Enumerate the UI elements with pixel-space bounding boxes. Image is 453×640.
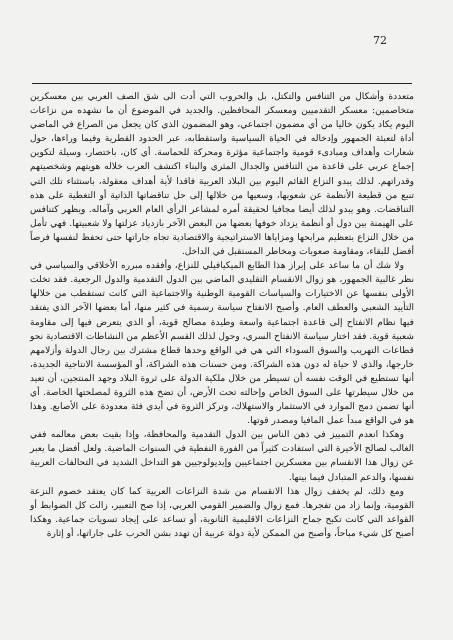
paragraph-4: ومع ذلك، لم يخفف زوال هذا الانقسام من شدة النزاعات العربية كما كان يعتقد خصوم النزعة القومية، وإنما زاد من تفجرها. فمع زوال والضمير القومي العربي، إذا صح التعبير، زالت كل الضوابط أو القواعد التي كانت تكبح جماح النزاعات الاقليمية الثانوية، أو تساعد على إيجاد تسويات جماعية. وهكذا أصبح كل شيء مباحاً، وأصبح من الممكن لأية دولة عربية أن تهدد بشن الحرب على جاراتها، أو إثارة <box>30 486 414 539</box>
paragraph-1: متعددة وأشكال من التنافس والتكتل، بل والحروب التي أدت الى شق الصف العربي بين معسكرين متخاصمين: معسكر التقدميين ومعسكر المحافظين. والجديد في الموضوع أن ما نشهده من نزاعات اليوم يكاد يكون خاليا من أي مضمون اجتماعي، وهو المضمون الذي كان يجعل من الصراع في الماضي أداة لتعبئة الجمهور وإدخاله في الحياة السياسية واستقطابه، عبر الحدود القطرية وفيما وراءها، حول شعارات وأهداف ومبادىء قومية واجتماعية مؤثرة ومحركة للحماسة. أي كان، باختصار، وسيلة لتكوين إجماع عربي على قاعدة من التنافس والجدال المثري والبناء اكتشف العرب خلاله هويتهم وشخصيتهم وقدراتهم. لذلك يبدو النزاع القائم اليوم بين البلاد العربية فاقدا لأية أهداف معقولة، باستثناء تلك التي تنبع من قطيعة الأنظمة عن شعوبها، وسعيها من خلالها إلى حل تناقضاتها الذاتية أو التغطية على هذه التناقضات. وهو يبدو لذلك أيضا مجافيا لحقيقة أمره لمشاعر الرأي العام العربي وآماله. ويظهر كتنافس على الهيمنة بين دول أو أنظمة يزداد خوفها بعضها من البعض الآخر بازدياد عزلتها ولا شعبيتها. فهي تأمل من خلال النزاع بتعظيم مرابحها ومزاياها الاستراتيجية والاقتصادية تجاه جاراتها حتى تحفظ لنفسها فرصاً أفضل للبقاء، ومقاومة صعوبات ومخاطر المستقبل في الداخل. <box>30 92 415 258</box>
header-rule <box>32 83 412 84</box>
paragraph-3: وهكذا انعدم التمييز في ذهن الناس بين الدول التقدمية والمحافظة، وإذا بقيت بعض معالمه ففي الغالب لصالح الأخيرة التي استفادت كثيراً من الفورة النفطية في السنوات الماضية. ولعل أفضل ما يعبر عن زوال هذا الانقسام بين معسكرين اجتماعيين وإيديولوجيين هو التداخل الشديد في التحالفات العربية نفسها، والدعم المتبادل فيما بينها. <box>30 430 414 483</box>
page-body <box>30 90 414 541</box>
paragraph-2: ولا شك أن ما ساعد على إبراز هذا الطابع الميكيافيلي للنزاع، وأفقده مبرره الأخلاقي والسياسي في نظر غالبية الجمهور، هو زوال الانقسام التقليدي الماضي بين الدول التقدمية والدول الرجعية. فقد تخلت الأولى بنفسها عن الاختيارات والسياسات القومية الوطنية والاجتماعية التي كانت تستقطب من خلالها التأييد الشعبي والعطف العام. وأصبح الانفتاح سياسة رسمية في كثير منها، أما بعضها الآخر الذي يفتقد فيها نظام الانفتاح إلى قاعدة اجتماعية واسعة وطيدة مصالح قوية، أو الذي يتعرض فيها إلى مقاومة شعبية قوية. فقد اختار سياسة الانفتاح السري، وحول لذلك القسم الأعظم من النشاطات الاقتصادية نحو قطاعات التهريب والسوق السوداء التي هي في الواقع وحدها قطاع مشترك بين رجال الدولة وأزلامهم خارجها، والذي لا حياة له دون هذه الشراكة. ومن حسنات هذه الشراكة، أو المؤسسة الانتاجية الجديدة، أنها تستطيع في الوقت نفسه أن تسيطر من خلال ملكية الدولة على ثروة البلاد وجهد المنتجين، أن تعيد من خلال سيطرتها على السوق الخاص وإحالته تحت الأرض، أن تضخ هذه الثروة لمصلحتها الخاصة. أي أنها تضمن دمج الموارد في الاستثمار والاستهلاك، وتركز الثروة في أيدي فئة معدودة على الأصابع. وهذا هو في الواقع مبدأ عمل المافيا ومصدر قوتها. <box>30 261 414 427</box>
page-number: 72 <box>373 34 387 47</box>
